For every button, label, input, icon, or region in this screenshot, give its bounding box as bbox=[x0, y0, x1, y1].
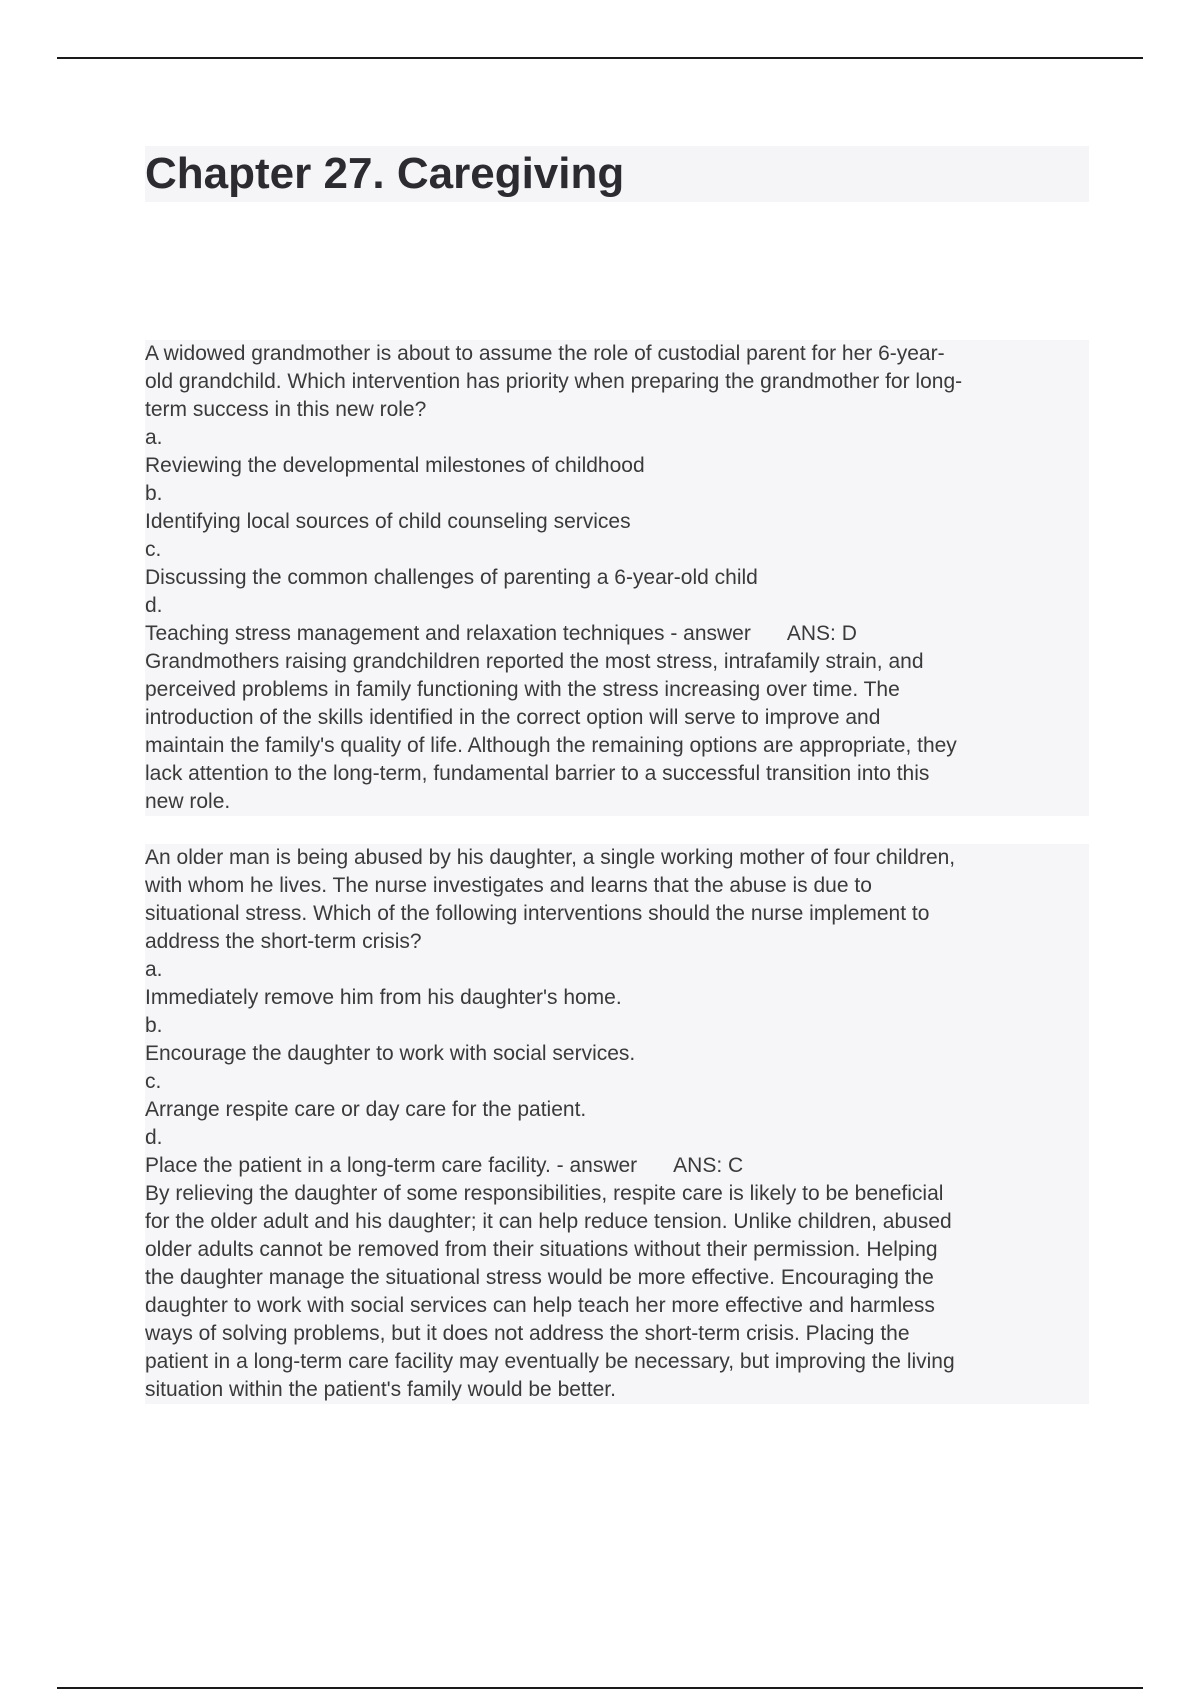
option-text: Encourage the daughter to work with social services. bbox=[145, 1042, 636, 1065]
option-letter: b. bbox=[145, 482, 163, 505]
stem-line: with whom he lives. The nurse investigates and learns that the abuse is due to bbox=[145, 874, 872, 897]
rationale-line: Grandmothers raising grandchildren reported the most stress, intrafamily strain, and bbox=[145, 650, 924, 673]
option-text: Identifying local sources of child counseling services bbox=[145, 510, 631, 533]
option-text: Discussing the common challenges of parenting a 6-year-old child bbox=[145, 566, 758, 589]
top-rule bbox=[57, 57, 1143, 59]
rationale-line: new role. bbox=[145, 790, 231, 813]
rationale-line: daughter to work with social services can help teach her more effective and harmless bbox=[145, 1294, 935, 1317]
rationale-line: for the older adult and his daughter; it can help reduce tension. Unlike children, abused bbox=[145, 1210, 952, 1233]
question-stem bbox=[145, 340, 1089, 424]
stem-line: A widowed grandmother is about to assume the role of custodial parent for her 6-year- bbox=[145, 342, 945, 365]
option-letter: a. bbox=[145, 958, 163, 981]
option-letter: b. bbox=[145, 1014, 163, 1037]
stem-line: situational stress. Which of the following interventions should the nurse implement to bbox=[145, 902, 930, 925]
rationale-line: older adults cannot be removed from their situations without their permission. Helping bbox=[145, 1238, 938, 1261]
stem-line: old grandchild. Which intervention has priority when preparing the grandmother for long- bbox=[145, 370, 963, 393]
rationale-line: lack attention to the long-term, fundamental barrier to a successful transition into this bbox=[145, 762, 930, 785]
bottom-rule bbox=[57, 1687, 1143, 1689]
stem-line: term success in this new role? bbox=[145, 398, 427, 421]
option-letter: c. bbox=[145, 1070, 162, 1093]
option-text: Arrange respite care or day care for the patient. bbox=[145, 1098, 587, 1121]
option-text: Reviewing the developmental milestones of childhood bbox=[145, 454, 645, 477]
rationale-line: situation within the patient's family would be better. bbox=[145, 1378, 616, 1401]
rationale-line: By relieving the daughter of some responsibilities, respite care is likely to be beneficial bbox=[145, 1182, 944, 1205]
option-letter: c. bbox=[145, 538, 162, 561]
question-block bbox=[145, 340, 1089, 816]
rationale bbox=[145, 1180, 1089, 1404]
rationale-line: maintain the family's quality of life. Although the remaining options are appropriate, they bbox=[145, 734, 957, 757]
option-with-answer bbox=[145, 620, 1089, 648]
stem-line: address the short-term crisis? bbox=[145, 930, 422, 953]
rationale-line: perceived problems in family functioning with the stress increasing over time. The bbox=[145, 678, 900, 701]
stem-line: An older man is being abused by his daughter, a single working mother of four children, bbox=[145, 846, 956, 869]
option-letter: d. bbox=[145, 1126, 163, 1149]
option-letter: a. bbox=[145, 426, 163, 449]
answer-key: ANS: D bbox=[786, 622, 857, 645]
rationale-line: the daughter manage the situational stress would be more effective. Encouraging the bbox=[145, 1266, 934, 1289]
option-list bbox=[145, 424, 1089, 648]
page-title: Chapter 27. Caregiving bbox=[145, 149, 625, 198]
option-text: Teaching stress management and relaxation techniques - answer bbox=[145, 622, 751, 645]
rationale-line: patient in a long-term care facility may eventually be necessary, but improving the living bbox=[145, 1350, 955, 1373]
rationale bbox=[145, 648, 1089, 816]
option-text: Place the patient in a long-term care facility. - answer bbox=[145, 1154, 638, 1177]
option-letter: d. bbox=[145, 594, 163, 617]
question-block bbox=[145, 844, 1089, 1404]
question-stem bbox=[145, 844, 1089, 956]
document-body bbox=[145, 340, 1089, 1432]
option-text: Immediately remove him from his daughter's home. bbox=[145, 986, 622, 1009]
rationale-line: ways of solving problems, but it does not address the short-term crisis. Placing the bbox=[145, 1322, 910, 1345]
option-with-answer bbox=[145, 1152, 1089, 1180]
rationale-line: introduction of the skills identified in the correct option will serve to improve and bbox=[145, 706, 881, 729]
option-list bbox=[145, 956, 1089, 1180]
answer-key: ANS: C bbox=[673, 1154, 744, 1177]
